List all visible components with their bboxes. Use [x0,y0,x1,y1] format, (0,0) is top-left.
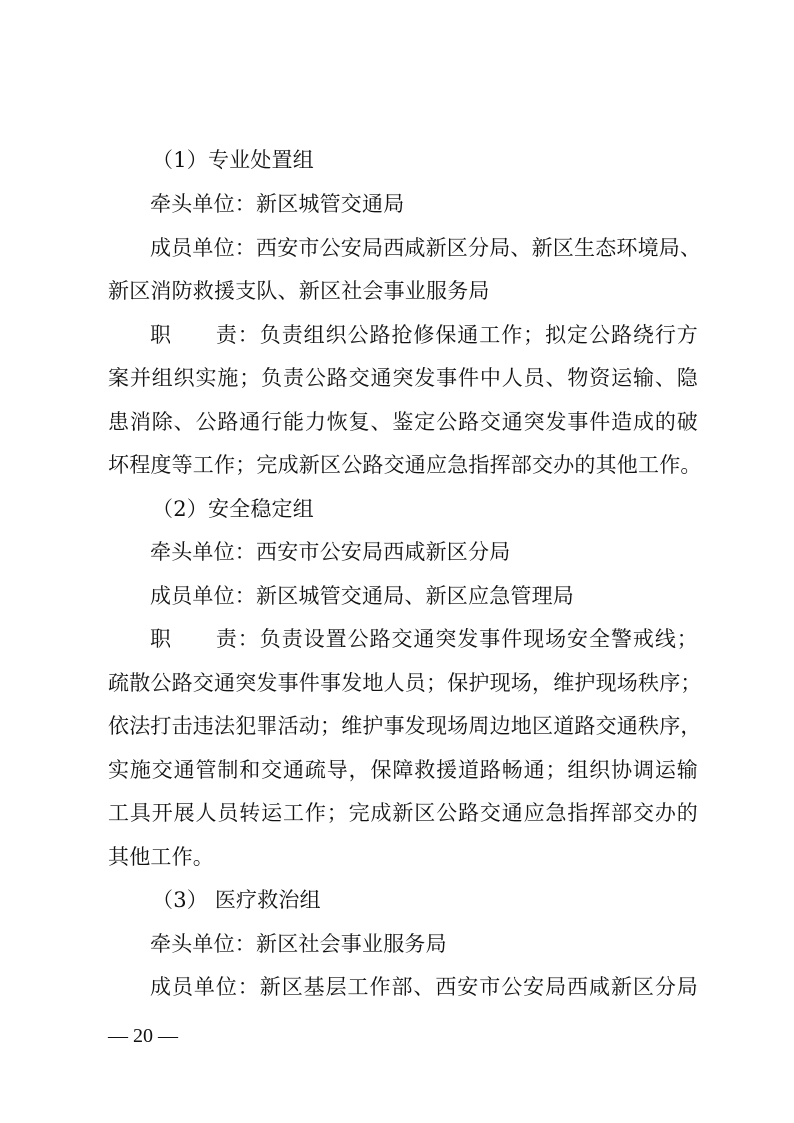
duty-continuation: 工具开展人员转运工作；完成新区公路交通应急指挥部交办的 [108,801,698,825]
duty-continuation: 案并组织实施；负责公路交通突发事件中人员、物资运输、隐 [108,366,698,390]
member-unit-line: 成员单位：新区基层工作部、西安市公安局西咸新区分局 [150,975,698,999]
member-unit-line: 成员单位：新区城管交通局、新区应急管理局 [150,584,574,608]
page-number: — 20 — [108,1025,178,1047]
member-unit-continuation: 新区消防救援支队、新区社会事业服务局 [108,279,490,303]
duty-line: 职 责：负责组织公路抢修保通工作；拟定公路绕行方 [150,323,698,347]
duty-continuation: 实施交通管制和交通疏导，保障救援道路畅通；组织协调运输 [108,758,698,782]
duty-continuation: 依法打击违法犯罪活动；维护事发现场周边地区道路交通秩序， [108,714,702,738]
lead-unit-line: 牵头单位：新区社会事业服务局 [150,932,447,956]
lead-unit-line: 牵头单位：新区城管交通局 [150,192,405,216]
duty-continuation: 疏散公路交通突发事件事发地人员；保护现场，维护现场秩序； [108,671,702,695]
section-heading-security-stability: （2）安全稳定组 [152,497,314,521]
section-heading-medical-treatment: （3） 医疗救治组 [152,888,321,912]
lead-unit-line: 牵头单位：西安市公安局西咸新区分局 [150,540,511,564]
duty-continuation: 坏程度等工作；完成新区公路交通应急指挥部交办的其他工作。 [108,453,702,477]
duty-line: 职 责：负责设置公路交通突发事件现场安全警戒线； [150,627,698,651]
duty-continuation: 其他工作。 [108,845,214,869]
member-unit-line: 成员单位：西安市公安局西咸新区分局、新区生态环境局、 [150,236,702,260]
section-heading-professional-disposal: （1）专业处置组 [152,148,314,172]
duty-continuation: 患消除、公路通行能力恢复、鉴定公路交通突发事件造成的破 [108,410,698,434]
